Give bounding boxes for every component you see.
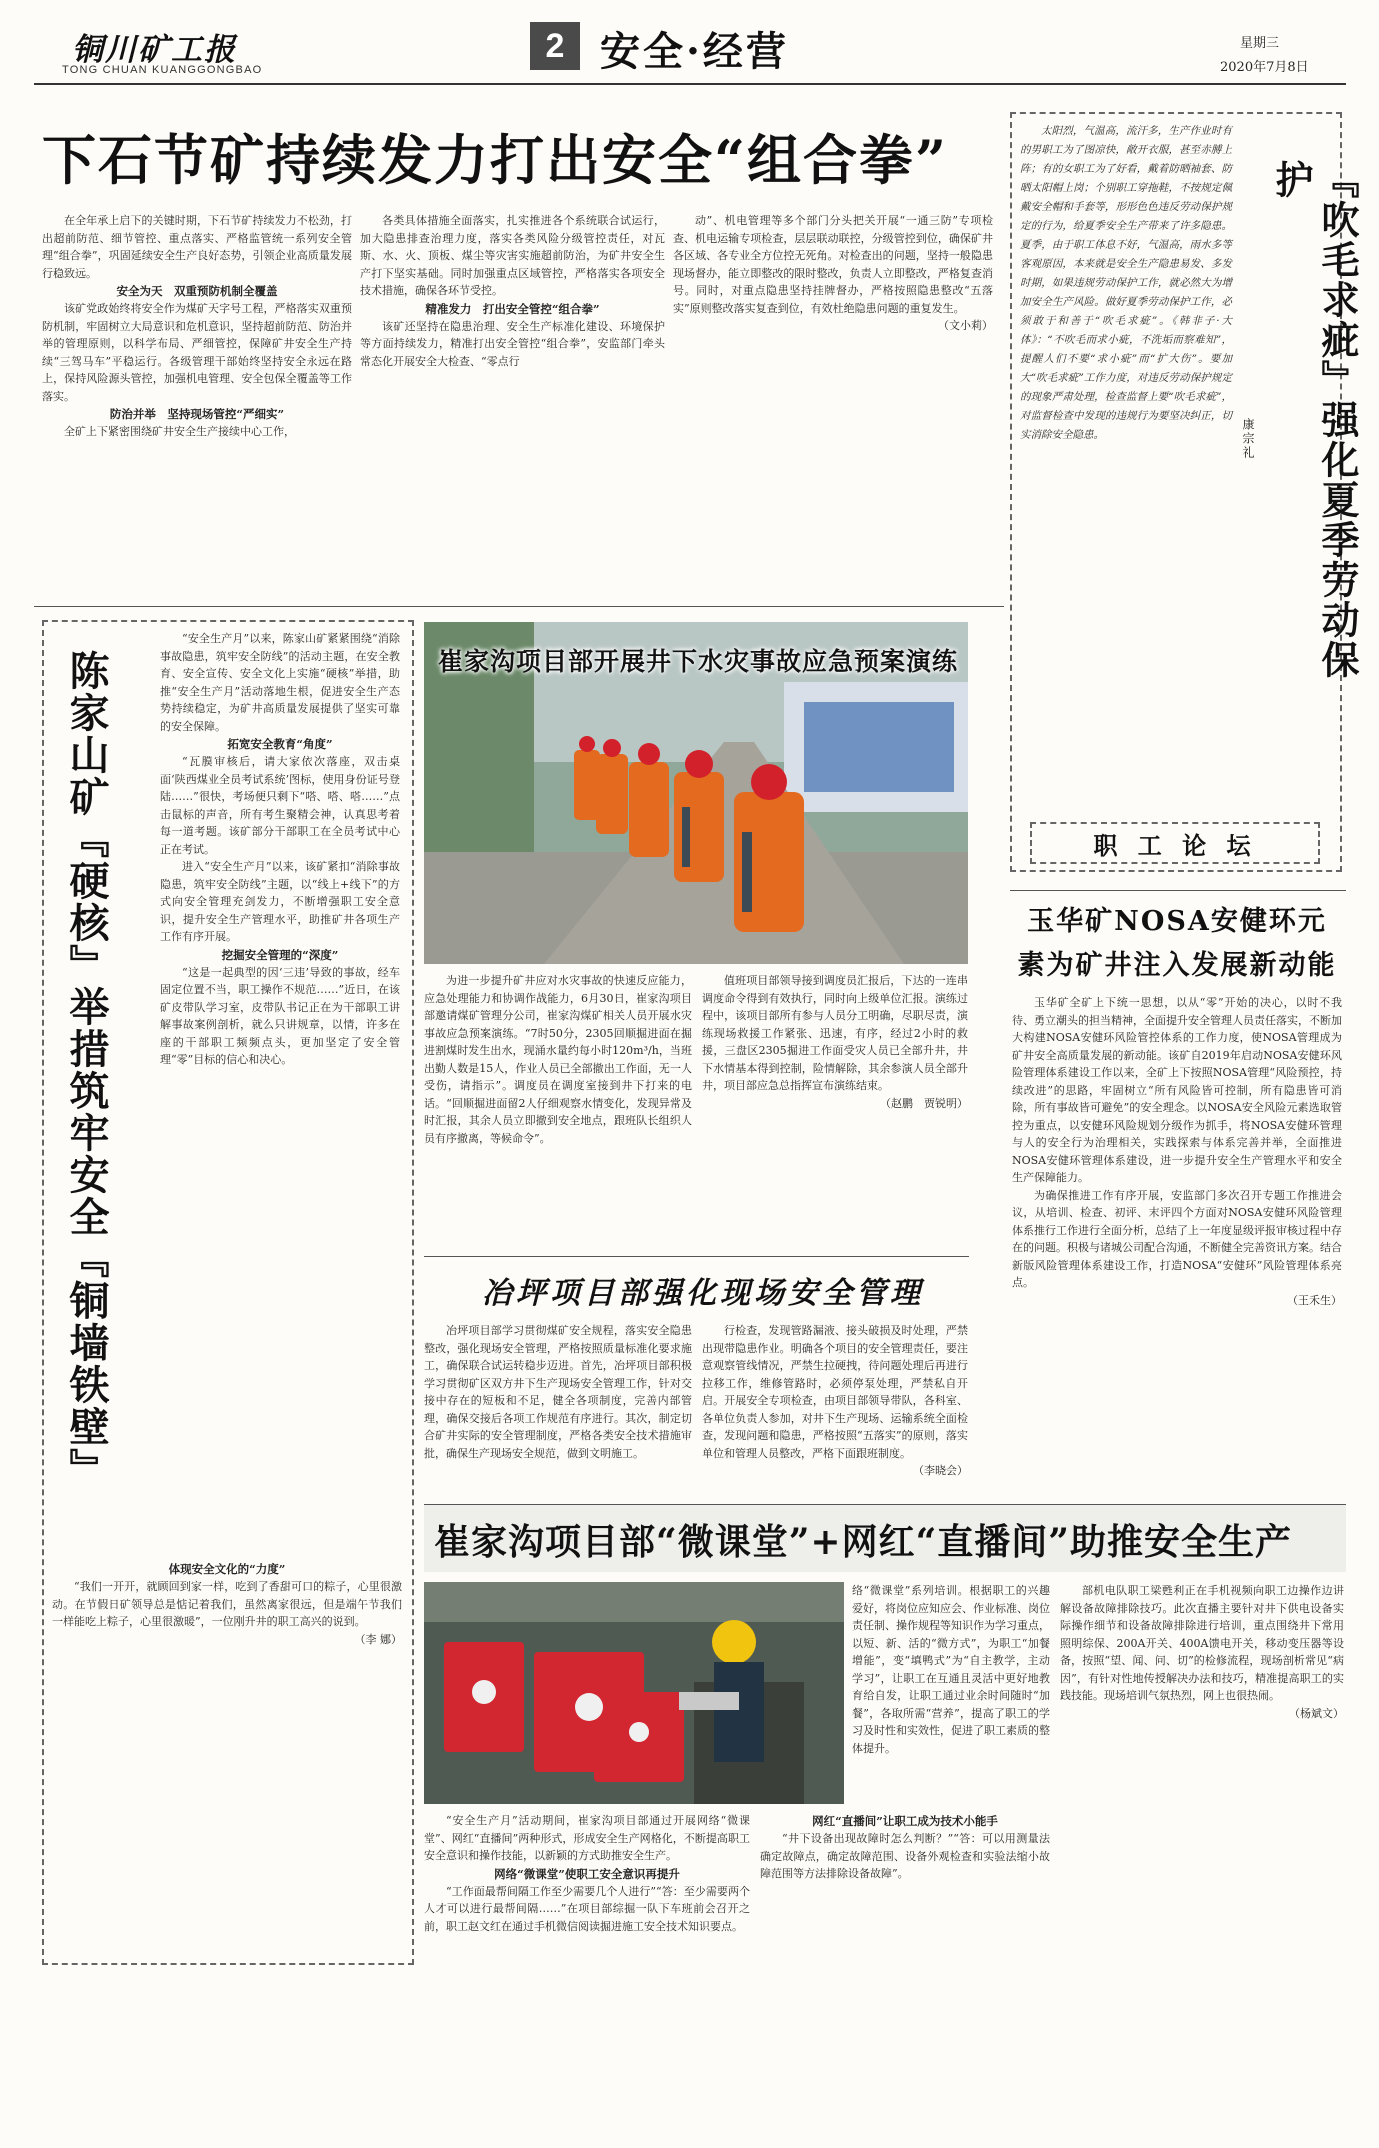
lead-para-4: 该矿还坚持在隐患治理、安全生产标准化建设、环境保护等方面持续发力，精准打出安全管控“组合拳”，安监部门牵头常态化开展安全大检查、“零点行 — [360, 319, 665, 368]
yeping-para-2: 行检查，发现管路漏液、接头破损及时处理，严禁出现带隐患作业。明确各个项目的安全管理责任，要注意观察管线情况，严禁生拉硬拽，待问题处理后再进行拉移工作，维修管路时，必须停泵处理，严禁私自开启。开展安全专项检查，由项目部领导带队，各科室、各单位负责人参加，对井下生产现场、运输系统全面检查，发现问题和隐患，严格按照“五落实”的原则，落实单位和管理人员整改，严格下面跟班制度。 — [702, 1324, 968, 1460]
divider-1 — [34, 606, 1004, 607]
forum-label: 职 工 论 坛 — [1093, 830, 1257, 860]
paper-pinyin: TONG CHUAN KUANGGONGBAO — [62, 64, 263, 76]
section-title: 安全·经营 — [600, 28, 789, 75]
microclass-para-1: “安全生产月”活动期间，崔家沟项目部通过开展网络“微课堂”、网红“直播间”两种形式，形成安全生产网格化，不断提高职工安全意识和操作技能，以新颖的方式助推安全生产。 — [424, 1814, 750, 1862]
chenjiashan-title: 陈家山矿『硬核』举措筑牢安全『铜墙铁壁』 — [63, 650, 110, 1490]
microclass-col-2 — [852, 1582, 1050, 1757]
chenjiashan-intro: “安全生产月”以来，陈家山矿紧紧围绕“消除事故隐患，筑牢安全防线”的活动主题，在安全教育、安全宣传、安全文化上实施“硬核”举措，助推“安全生产月”活动落地生根，促进安全生产态势持续稳定，为矿井高质量发展提供了坚实可靠的安全保障。 — [160, 632, 400, 733]
chenjiashan-para-2: 进入“安全生产月”以来，该矿紧扣“消除事故隐患，筑牢安全防线”主题，以“线上+线下”的方式向安全管理充剑发力，不断增强职工安全意识，提升安全生产管理水平，助推矿井各项生产工作有序开展。 — [160, 860, 400, 943]
lead-col-1 — [42, 212, 352, 441]
issue-date: 2020年7月8日 — [1220, 60, 1309, 75]
yeping-col-1 — [424, 1322, 692, 1462]
divider-3 — [1010, 890, 1346, 891]
microclass-col-2b — [760, 1812, 1050, 1883]
lead-subhead-3: 精准发力 打出安全管控“组合拳” — [425, 301, 600, 316]
forum-title: 『吹毛求疵』强化夏季劳动保护 — [1269, 160, 1360, 680]
lead-headline: 下石节矿持续发力打出安全“组合拳” — [42, 128, 949, 192]
yuhua-author: （王禾生） — [1287, 1293, 1342, 1307]
lead-para-3: 各类具体措施全面落实，扎实推进各个系统联合试运行，加大隐患排查治理力度，落实各类风险分级管控责任，对瓦斯、水、火、顶板、煤尘等灾害实施超前防治，为矿井安全生产打下坚实基础。同时加强重点区域管控，严格落实各项安全技术措施，确保各环节受控。 — [360, 214, 665, 297]
page-number-badge — [530, 22, 580, 70]
chenjiashan-para-1: “瓦膜审核后，请大家依次落座，双击桌面‘陕西煤业全员考试系统’图标，使用身份证号登陆……”很快，考场便只剩下“嗒、嗒、嗒……”点击鼠标的声音，所有考生聚精会神，认真思考着每一道考题。该矿部分干部职工在全员考试中心正在考试。 — [160, 755, 400, 856]
lead-para-1: 该矿党政始终将安全作为煤矿天字号工程，严格落实双重预防机制，牢固树立大局意识和危机意识，坚持超前防范、防治并举的管理原则，以科学布局、严细管控，保障矿井安全生产持续“三驾马车”平稳运行。各级管理干部始终坚持安全永远在路上，保持风险源头管控，加强机电管理、安全包保全覆盖等工作落实。 — [42, 302, 352, 403]
microclass-subhead-1: 网络“微课堂”使职工安全意识再提升 — [494, 1866, 680, 1881]
microclass-para-4: “井下设备出现故障时怎么判断？”“答：可以用测量法确定故障点，确定故障范围、设备外观检查和实验法缩小故障范围等方法排除设备故障”。 — [760, 1832, 1050, 1880]
lead-para-2: 全矿上下紧密围绕矿井安全生产接续中心工作， — [64, 425, 295, 438]
masthead — [0, 0, 1379, 82]
drill-col-2 — [702, 972, 968, 1111]
yeping-col-2 — [702, 1322, 968, 1478]
page-number: 2 — [545, 27, 565, 65]
forum-author: 康宗礼 — [1241, 418, 1255, 460]
lead-subhead-2: 防治并举 坚持现场管控“严细实” — [109, 407, 285, 421]
paper-name: 铜川矿工报 — [72, 32, 237, 68]
drill-photo — [424, 622, 968, 964]
lead-subhead-1: 安全为天 双重预防机制全覆盖 — [116, 284, 278, 298]
lead-col-2 — [360, 212, 665, 370]
lead-intro: 在全年承上启下的关键时期，下石节矿持续发力不松劲，打出超前防范、细节管控、重点落实、严格监管统一系列安全管理“组合拳”，巩固延续安全生产良好态势，引领企业高质量发展行稳致远。 — [42, 214, 352, 280]
drill-para-1: 为进一步提升矿井应对水灾事故的快速反应能力，应急处理能力和协调作战能力，6月30日，崔家沟项目部邀请煤矿管理分公司，崔家沟煤矿相关人员开展水灾事故应急预案演练。“7时50分，2305回顺掘进面在掘进割煤时发生出水，现涌水量约每小时120m³/h，当班出勤人数是15人，作业人员已全部撤出工作面，无一人受伤，请指示”。调度员在调度室接到井下打来的电话。“回顺掘进面留2人仔细观察水情变化，发现异常及时汇报，其余人员立即撤到安全地点，跟班队长组织人员有序撤离，等候命令”。 — [424, 974, 692, 1145]
chenjiashan-para-3: “这是一起典型的因‘三违’导致的事故，经车固定位置不当，职工操作不规范……”近日，在该矿皮带队学习室，皮带队书记正在为干部职工讲解事故案例剖析，就么只讲规章，以情，许多在座的干部职工频频点头，更加坚定了安全管理“零”目标的信心和决心。 — [160, 965, 400, 1066]
forum-label-box — [1030, 822, 1320, 864]
chenjiashan-subhead-1: 拓宽安全教育“角度” — [227, 737, 333, 751]
issue-weekday: 星期三 — [1240, 36, 1280, 51]
lead-para-5: 动”、机电管理等多个部门分头把关开展“一通三防”专项检查、机电运输专项检查，层层联动联控，分级管控到位，确保矿井各区域、各专业全方位控无死角。对检查出的问题，坚持一般隐患现场督办，能立即整改的限时整改，负责人立即整改，严格复查消号。同时，对重点隐患坚持挂牌督办，严格按照隐患整改“五落实”原则整改落实复查到位，有效杜绝隐患问题的重复发生。 — [673, 214, 993, 315]
yuhua-para-1: 玉华矿全矿上下统一思想，以从“零”开始的决心，以时不我待、勇立潮头的担当精神，全面提升安全管理人员责任落实，不断加大构建NOSA安健环风险管控体系的工作力度，使NOSA管理成为矿井安全高质量发展的新动能。该矿自2019年启动NOSA安健环风险管理体系建设工作以来，全矿上下按照NOSA管理“风险预控，持续改进”的思路，牢固树立“所有风险皆可控制，所有隐患皆可消除，所有事故皆可避免”的安全理念。以NOSA安全风险元素选取管控为重点，以安健环风险规划分级作为抓手，将NOSA安健环管理与人的安全行为治理相关，实践探索与体系完善并举，全面推进NOSA安健环管理体系建设，进一步提升安全生产管理水平和安全生产保障能力。 — [1012, 996, 1342, 1184]
drill-col-1 — [424, 972, 692, 1147]
microclass-author: （杨斌文） — [1289, 1706, 1344, 1720]
drill-author: （赵鹏 贾锐明） — [880, 1096, 968, 1110]
chenjiashan-subhead-2: 挖掘安全管理的“深度” — [221, 947, 339, 962]
microclass-col-3 — [1060, 1582, 1344, 1721]
yuhua-headline: 玉华矿NOSA安健环元素为矿井注入发展新动能 — [1017, 906, 1337, 981]
yeping-headline: 冶坪项目部强化现场安全管理 — [482, 1276, 924, 1311]
divider-2 — [424, 1256, 969, 1257]
chenjiashan-author: （李 娜） — [354, 1632, 402, 1646]
chenjiashan-para-4: “我们一开开，就顾回到家一样，吃到了香甜可口的粽子，心里很激动。在节假日矿领导总是惦记着我们，虽然离家很远，但是端午节我们一样能吃上粽子，心里很激暖”，一位刚升井的职工高兴的说到。 — [52, 1580, 402, 1628]
yuhua-para-2: 为确保推进工作有序开展，安监部门多次召开专题工作推进会议，从培训、检查、初评、末评四个方面对NOSA安健环风险管理体系推行工作进行全面分析，总结了上一年度显级评报审核过程中存在的问题。积极与诸城公司配合沟通，不断健全完善资讯方案。结合新版风险管理体系建设工作，打造NOSA“安健环”风险管理体系亮点。 — [1012, 1188, 1342, 1289]
microclass-para-5: 部机电队职工梁甦利正在手机视频向职工边操作边讲解设备故障排除技巧。此次直播主要针对井下供电设备实际操作细节和设备故障排除进行培训，重点围绕井下常用照明综保、200A开关、400A馈电开关，移动变压器等设备，按照“望、闻、问、切”的检修流程，现场剖析常见“病因”，有针对性地传授解决办法和技巧，精准提高职工的实践技能。现场培训气氛热烈，网上也很热闹。 — [1060, 1584, 1344, 1702]
microclass-headline: 崔家沟项目部“微课堂”+网红“直播间”助推安全生产 — [434, 1521, 1292, 1563]
yeping-para-1: 冶坪项目部学习贯彻煤矿安全规程，落实安全隐患整改，强化现场安全管理，严格按照质量标准化要求施工，确保联合试运转稳步迈进。首先，冶坪项目部积极学习贯彻矿区双方井下生产现场安全管理工作，针对交接中存在的短板和不足，健全各项制度，完善内部管理，确保交接后各项工作规范有序进行。其次，制定切合矿井实际的安全管理制度，严格各类安全技术措施审批，确保生产现场安全规范，做到文明施工。 — [424, 1324, 692, 1460]
chenjiashan-body — [160, 630, 400, 1069]
chenjiashan-body-lower — [52, 1560, 402, 1647]
forum-body — [1020, 122, 1232, 445]
drill-para-2: 值班项目部领导接到调度员汇报后，下达的一连串调度命令得到有效执行，同时向上级单位汇报。演练过程中，该项目部所有参与人员分工明确，尽职尽责，演练现场救援工作紧张、迅速，有序，经过2小时的救援，三盘区2305掘进工作面受灾人员已全部升井，井下水情基本得到控制，险情解除，其余参演人员全部升井，项目部应急总指挥宣布演练结束。 — [702, 974, 968, 1092]
microclass-subhead-2: 网红“直播间”让职工成为技术小能手 — [812, 1814, 998, 1828]
forum-text: 太阳烈，气温高，流汗多，生产作业时有的男职工为了图凉快，敞开衣服，甚至赤膊上阵；有的女职工为了好看，戴着防晒袖套、防晒太阳帽上岗；个别职工穿拖鞋，不按规定佩戴安全帽和手套等，形形色色违反劳动保护规定的行为，给夏季安全生产带来了许多隐患。夏季，由于职工体息不好，气温高，雨水多等客观原因，本来就是安全生产隐患易发、多发时期，如果违规劳动保护工作，就必然大为增加安全生产风险。做好夏季劳动保护工作，必须敢于和善于“吹毛求疵”。《韩非子·大体》：“不吹毛而求小疵，不洗垢而察难知”，提醒人们不要“求小疵”而“扩大伤”。要加大“吹毛求疵”工作力度，对违反劳动保护规定的现象严肃处理，检查监督上要“吹毛求疵”，对监督检查中发现的违规行为要坚决纠正，切实消除安全隐患。 — [1020, 125, 1232, 441]
microclass-para-3: 络“微课堂”系列培训。根据职工的兴趣爱好，将岗位应知应会、作业标准、岗位责任制、操作规程等知识作为学习重点，以短、新、活的“微方式”，为职工“加餐增能”，变“填鸭式”为“自主教学，主动学习”，让职工在互通且灵活中更好地教育给自发，让职工通过业余时间随时“加餐”，各取所需“营养”，提高了职工的学习及时性和实效性，促进了职工素质的整体提升。 — [852, 1584, 1050, 1755]
masthead-divider — [34, 83, 1346, 85]
chenjiashan-subhead-3: 体现安全文化的“力度” — [168, 1562, 286, 1576]
lead-col-3 — [673, 212, 993, 333]
microclass-photo — [424, 1582, 844, 1804]
microclass-photo-image — [424, 1582, 844, 1804]
lead-author: （文小莉） — [938, 319, 993, 332]
yuhua-body — [1012, 994, 1342, 1308]
microclass-para-2: “工作面最帮间隔工作至少需要几个人进行”“答：至少需要两个人才可以进行最帮间隔……”在项目部综掘一队下车班前会召开之前，职工赵文红在通过手机微信阅读掘进施工安全技术知识要点。 — [424, 1884, 750, 1933]
drill-headline: 崔家沟项目部开展井下水灾事故应急预案演练 — [438, 647, 959, 676]
microclass-col-1 — [424, 1812, 750, 1935]
yeping-author: （李晓会） — [913, 1464, 968, 1477]
